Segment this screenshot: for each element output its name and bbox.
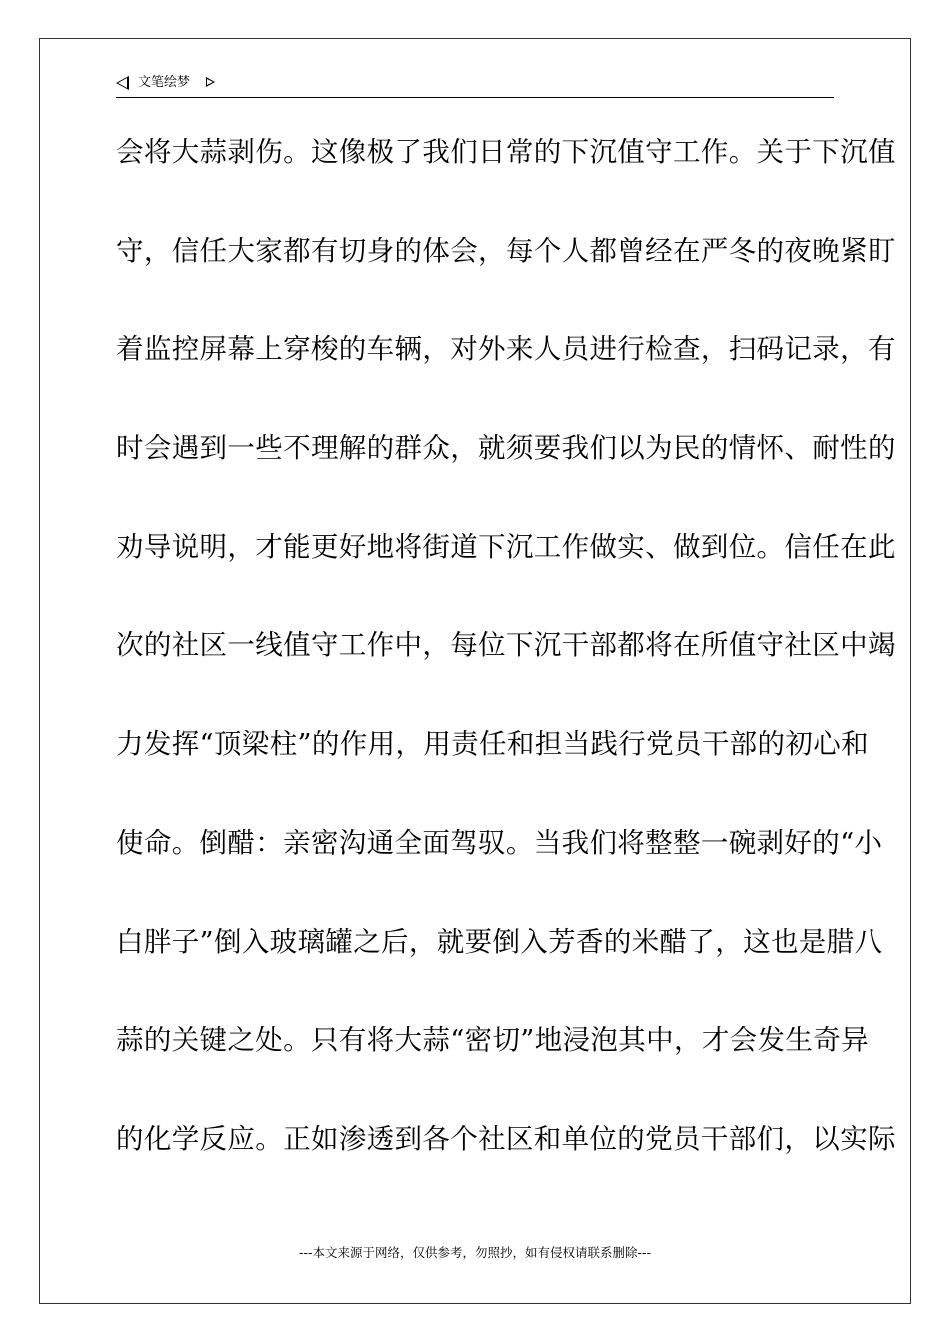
body-line: 力发挥“顶梁柱”的作用，用责任和担当践行党员干部的初心和 — [116, 728, 869, 761]
page-footer: ---本文来源于网络，仅供参考，勿照抄，如有侵权请联系删除--- — [298, 1245, 652, 1260]
body-line: 使命。倒醋：亲密沟通全面驾驭。当我们将整整一碗剥好的“小 — [116, 826, 883, 859]
body-line: 的化学反应。正如渗透到各个社区和单位的党员干部们，以实际 — [116, 1122, 896, 1155]
body-line: 劝导说明，才能更好地将街道下沉工作做实、做到位。信任在此 — [116, 530, 896, 563]
body-line: 守，信任大家都有切身的体会，每个人都曾经在严冬的夜晚紧盯 — [116, 234, 896, 267]
header-title: 文笔绘梦 — [138, 75, 191, 90]
body-line: 着监控屏幕上穿梭的车辆，对外来人员进行检查，扫码记录，有 — [116, 333, 896, 366]
body-line: 会将大蒜剥伤。这像极了我们日常的下沉值守工作。关于下沉值 — [116, 136, 896, 168]
body-line: 白胖子”倒入玻璃罐之后，就要倒入芳香的米醋了，这也是腊八 — [116, 925, 883, 958]
triangle-right-icon — [206, 77, 215, 87]
body-line: 蒜的关键之处。只有将大蒜“密切”地浸泡其中，才会发生奇异 — [116, 1024, 869, 1057]
triangle-left-icon — [116, 76, 129, 90]
document-body — [116, 126, 896, 1212]
body-line: 次的社区一线值守工作中，每位下沉干部都将在所值守社区中竭 — [116, 629, 896, 662]
body-line: 时会遇到一些不理解的群众，就须要我们以为民的情怀、耐性的 — [116, 432, 896, 465]
page-header — [116, 72, 834, 98]
